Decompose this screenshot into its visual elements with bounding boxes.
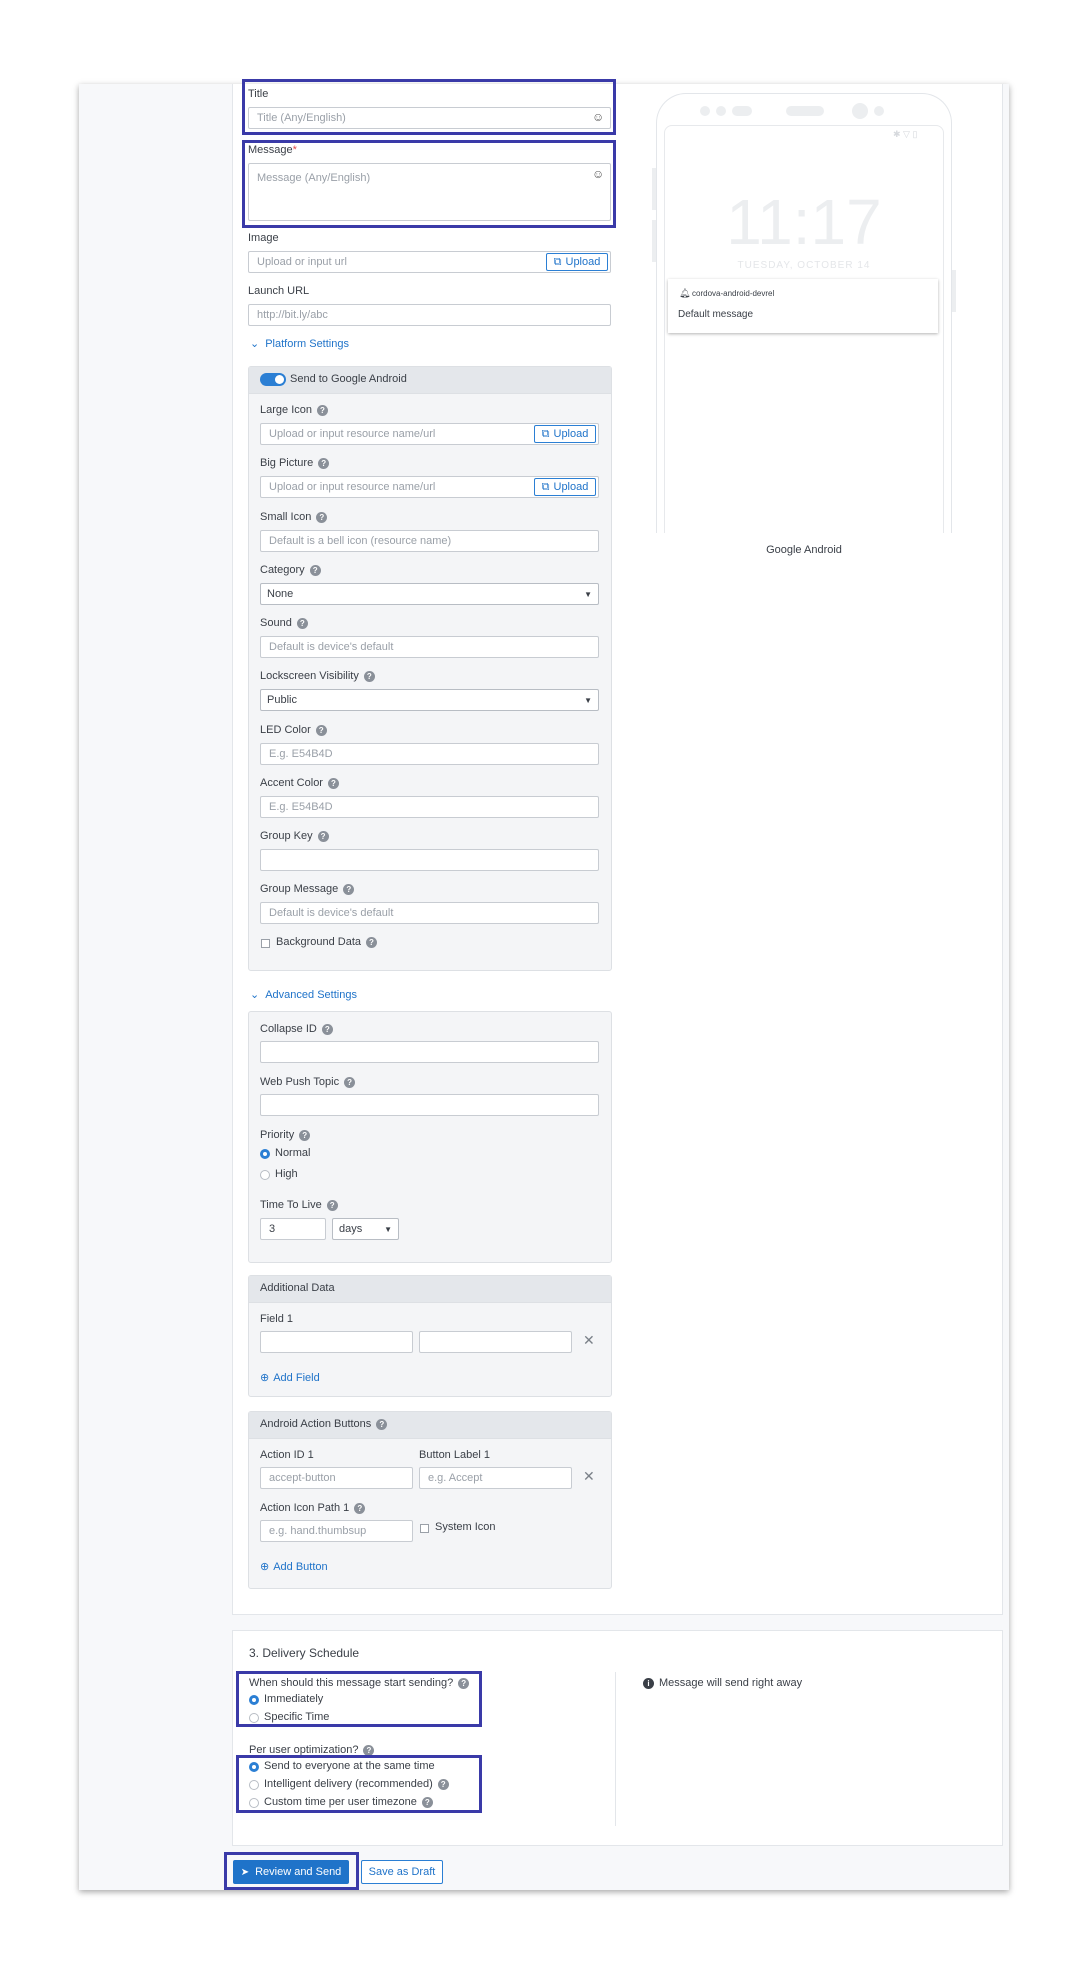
custom-timezone-text: Custom time per user timezone	[264, 1796, 417, 1808]
ttl-unit: days	[339, 1223, 363, 1235]
android-toggle-switch[interactable]	[260, 373, 286, 386]
action-buttons-title	[260, 1418, 387, 1430]
small-icon-input[interactable]	[260, 530, 599, 552]
help-icon[interactable]: ?	[328, 778, 339, 789]
plus-circle-icon: ⊕	[260, 1561, 270, 1573]
action-id-placeholder: accept-button	[269, 1472, 336, 1484]
notification-app-name: cordova-android-devrel	[692, 289, 775, 298]
sound-input[interactable]	[260, 636, 599, 658]
help-icon[interactable]: ?	[363, 1745, 374, 1756]
emoji-icon[interactable]: ☺	[592, 110, 605, 124]
group-key-label-text: Group Key	[260, 830, 313, 842]
additional-data-title: Additional Data	[260, 1282, 335, 1294]
lockscreen-label	[260, 670, 375, 682]
big-picture-upload-button[interactable]	[534, 478, 596, 496]
group-message-input[interactable]	[260, 902, 599, 924]
chevron-down-icon: ⌄	[250, 989, 260, 1001]
background-data-label	[276, 936, 377, 948]
caret-down-icon: ▼	[584, 589, 592, 599]
save-as-draft-label: Save as Draft	[368, 1866, 436, 1878]
led-color-placeholder: E.g. E54B4D	[269, 748, 333, 760]
field-1-key-input[interactable]	[260, 1331, 413, 1353]
image-upload-button[interactable]	[546, 253, 608, 271]
ttl-label-text: Time To Live	[260, 1199, 322, 1211]
emoji-icon[interactable]: ☺	[592, 167, 605, 181]
large-icon-placeholder: Upload or input resource name/url	[269, 428, 436, 440]
bell-icon: 🔔︎	[679, 288, 691, 298]
highlight-message	[242, 140, 616, 228]
caret-down-icon: ▼	[584, 695, 592, 705]
web-push-topic-label	[260, 1076, 355, 1088]
close-icon[interactable]: ✕	[583, 1468, 595, 1484]
phone-speaker	[786, 106, 824, 116]
action-buttons-title-text: Android Action Buttons	[260, 1418, 372, 1430]
field-1-value-input[interactable]	[419, 1331, 572, 1353]
small-icon-label-text: Small Icon	[260, 511, 312, 523]
button-label-placeholder: e.g. Accept	[428, 1472, 483, 1484]
phone-sensor	[732, 106, 752, 116]
accent-color-label-text: Accent Color	[260, 777, 323, 789]
highlight-title	[242, 79, 616, 135]
toggle-knob	[275, 375, 284, 384]
collapse-id-input[interactable]	[260, 1041, 599, 1063]
ttl-value-input[interactable]	[260, 1218, 326, 1240]
required-mark: *	[292, 144, 297, 156]
priority-label	[260, 1129, 310, 1141]
help-icon[interactable]: ?	[364, 671, 375, 682]
message-label-text: Message	[248, 144, 293, 156]
help-icon[interactable]: ?	[316, 725, 327, 736]
help-icon[interactable]: ?	[322, 1024, 333, 1035]
optimization-question-text: Per user optimization?	[249, 1744, 359, 1756]
phone-side-button	[652, 168, 656, 210]
advanced-settings-toggle[interactable]	[250, 988, 357, 1001]
platform-settings-label: Platform Settings	[265, 338, 349, 350]
small-icon-label	[260, 511, 327, 523]
priority-label-text: Priority	[260, 1129, 295, 1141]
add-button-button[interactable]	[260, 1560, 328, 1573]
group-key-label	[260, 830, 329, 842]
field-1-label: Field 1	[260, 1313, 294, 1325]
title-placeholder: Title (Any/English)	[257, 112, 346, 124]
upload-icon: ⧉	[541, 480, 550, 493]
ttl-value: 3	[269, 1223, 276, 1235]
lockscreen-date: TUESDAY, OCTOBER 14	[737, 260, 871, 271]
delivery-schedule-title: 3. Delivery Schedule	[249, 1646, 360, 1660]
sound-placeholder: Default is device's default	[269, 641, 394, 653]
phone-camera	[852, 103, 868, 119]
notification-card	[668, 279, 938, 333]
icon-path-placeholder: e.g. hand.thumbsup	[269, 1525, 367, 1537]
lockscreen-label-text: Lockscreen Visibility	[260, 670, 359, 682]
launch-url-input[interactable]	[248, 304, 611, 326]
big-picture-label	[260, 457, 329, 469]
sound-label	[260, 617, 308, 629]
phone-side-button	[952, 270, 956, 312]
caret-down-icon: ▼	[384, 1224, 392, 1234]
background-data-checkbox[interactable]	[261, 939, 270, 948]
button-label-label: Button Label 1	[419, 1449, 490, 1461]
help-icon[interactable]: ?	[376, 1419, 387, 1430]
web-push-topic-label-text: Web Push Topic	[260, 1076, 340, 1088]
help-icon[interactable]: ?	[438, 1779, 449, 1790]
send-everyone-label: Send to everyone at the same time	[264, 1760, 435, 1772]
help-icon[interactable]: ?	[318, 458, 329, 469]
category-select[interactable]	[260, 583, 599, 605]
help-icon[interactable]: ?	[422, 1797, 433, 1808]
phone-sensor	[716, 106, 726, 116]
action-id-input[interactable]	[260, 1467, 413, 1489]
add-button-label: Add Button	[273, 1561, 328, 1573]
upload-label: Upload	[565, 256, 601, 268]
image-label: Image	[248, 232, 279, 244]
title-label: Title	[248, 88, 269, 100]
help-icon[interactable]: ?	[343, 884, 354, 895]
add-field-label: Add Field	[273, 1372, 320, 1384]
phone-sensor	[874, 106, 884, 116]
lockscreen-time: 11:17	[726, 186, 882, 258]
help-icon[interactable]: ?	[316, 512, 327, 523]
platform-settings-toggle[interactable]	[250, 337, 349, 350]
start-immediately-label: Immediately	[264, 1693, 324, 1705]
ttl-unit-select[interactable]	[332, 1218, 399, 1240]
category-label	[260, 564, 321, 576]
start-specific-time-label: Specific Time	[264, 1711, 330, 1723]
lockscreen-value: Public	[267, 694, 297, 706]
upload-icon: ⧉	[553, 255, 562, 268]
message-placeholder: Message (Any/English)	[257, 172, 371, 184]
delivery-divider	[615, 1672, 616, 1826]
web-push-topic-input[interactable]	[260, 1094, 599, 1116]
collapse-id-label-text: Collapse ID	[260, 1023, 317, 1035]
help-icon[interactable]: ?	[297, 618, 308, 629]
delivery-info	[643, 1677, 802, 1689]
priority-normal-radio[interactable]	[260, 1149, 270, 1159]
delivery-info-text: Message will send right away	[659, 1677, 803, 1689]
big-picture-label-text: Big Picture	[260, 457, 314, 469]
help-icon[interactable]: ?	[344, 1077, 355, 1088]
large-icon-upload-button[interactable]	[534, 425, 596, 443]
help-icon[interactable]: ?	[366, 937, 377, 948]
phone-sensor	[700, 106, 710, 116]
help-icon[interactable]: ?	[318, 831, 329, 842]
help-icon[interactable]: ?	[310, 565, 321, 576]
image-placeholder: Upload or input url	[257, 256, 347, 268]
advanced-settings-label: Advanced Settings	[265, 989, 357, 1001]
preview-platform-caption: Google Android	[766, 544, 842, 556]
action-id-label: Action ID 1	[260, 1449, 314, 1461]
accent-color-placeholder: E.g. E54B4D	[269, 801, 333, 813]
help-icon[interactable]: ?	[327, 1200, 338, 1211]
sound-label-text: Sound	[260, 617, 292, 629]
intelligent-delivery-text: Intelligent delivery (recommended)	[264, 1778, 433, 1790]
highlight-optimization	[236, 1755, 482, 1813]
delivery-schedule-card	[232, 1630, 1003, 1846]
help-icon[interactable]: ?	[354, 1503, 365, 1514]
small-icon-placeholder: Default is a bell icon (resource name)	[269, 535, 452, 547]
ttl-label	[260, 1199, 338, 1211]
category-value: None	[267, 588, 294, 600]
highlight-review-send	[224, 1852, 359, 1890]
group-message-label	[260, 883, 354, 895]
save-as-draft-button[interactable]	[361, 1860, 443, 1884]
lockscreen-select[interactable]	[260, 689, 599, 711]
help-icon[interactable]: ?	[317, 405, 328, 416]
info-icon: i	[643, 1678, 654, 1689]
accent-color-input[interactable]	[260, 796, 599, 818]
close-icon[interactable]: ✕	[583, 1332, 595, 1348]
collapse-id-label	[260, 1023, 333, 1035]
add-field-button[interactable]	[260, 1371, 320, 1384]
priority-high-label: High	[275, 1168, 298, 1180]
led-color-label-text: LED Color	[260, 724, 311, 736]
category-label-text: Category	[260, 564, 305, 576]
launch-url-label: Launch URL	[248, 285, 310, 297]
system-icon-checkbox[interactable]	[420, 1524, 429, 1533]
upload-icon: ⧉	[541, 427, 550, 440]
help-icon[interactable]: ?	[299, 1130, 310, 1141]
big-picture-placeholder: Upload or input resource name/url	[269, 481, 436, 493]
group-message-label-text: Group Message	[260, 883, 339, 895]
led-color-label	[260, 724, 327, 736]
led-color-input[interactable]	[260, 743, 599, 765]
priority-high-radio[interactable]	[260, 1170, 270, 1180]
priority-normal-label: Normal	[275, 1147, 311, 1159]
group-key-input[interactable]	[260, 849, 599, 871]
accent-color-label	[260, 777, 339, 789]
notification-message: Default message	[678, 309, 754, 320]
android-toggle-label: Send to Google Android	[290, 373, 407, 385]
upload-label: Upload	[553, 428, 589, 440]
background-data-label-text: Background Data	[276, 936, 361, 948]
highlight-start-sending	[236, 1671, 482, 1727]
large-icon-label-text: Large Icon	[260, 404, 312, 416]
upload-label: Upload	[553, 481, 589, 493]
group-message-placeholder: Default is device's default	[269, 907, 394, 919]
review-and-send-label: Review and Send	[255, 1866, 342, 1878]
phone-side-button	[652, 220, 656, 262]
button-label-input[interactable]	[419, 1467, 572, 1489]
status-icons: ✱ ▽ ▯	[893, 129, 918, 139]
help-icon[interactable]: ?	[458, 1678, 469, 1689]
icon-path-input[interactable]	[260, 1520, 413, 1542]
icon-path-label	[260, 1502, 365, 1514]
plus-circle-icon: ⊕	[260, 1372, 270, 1384]
start-sending-question-text: When should this message start sending?	[249, 1677, 454, 1689]
system-icon-label: System Icon	[435, 1521, 496, 1533]
large-icon-label	[260, 404, 328, 416]
chevron-down-icon: ⌄	[250, 338, 260, 350]
icon-path-label-text: Action Icon Path 1	[260, 1502, 350, 1514]
launch-url-placeholder: http://bit.ly/abc	[257, 309, 328, 321]
paper-plane-icon: ➤	[240, 1866, 250, 1878]
